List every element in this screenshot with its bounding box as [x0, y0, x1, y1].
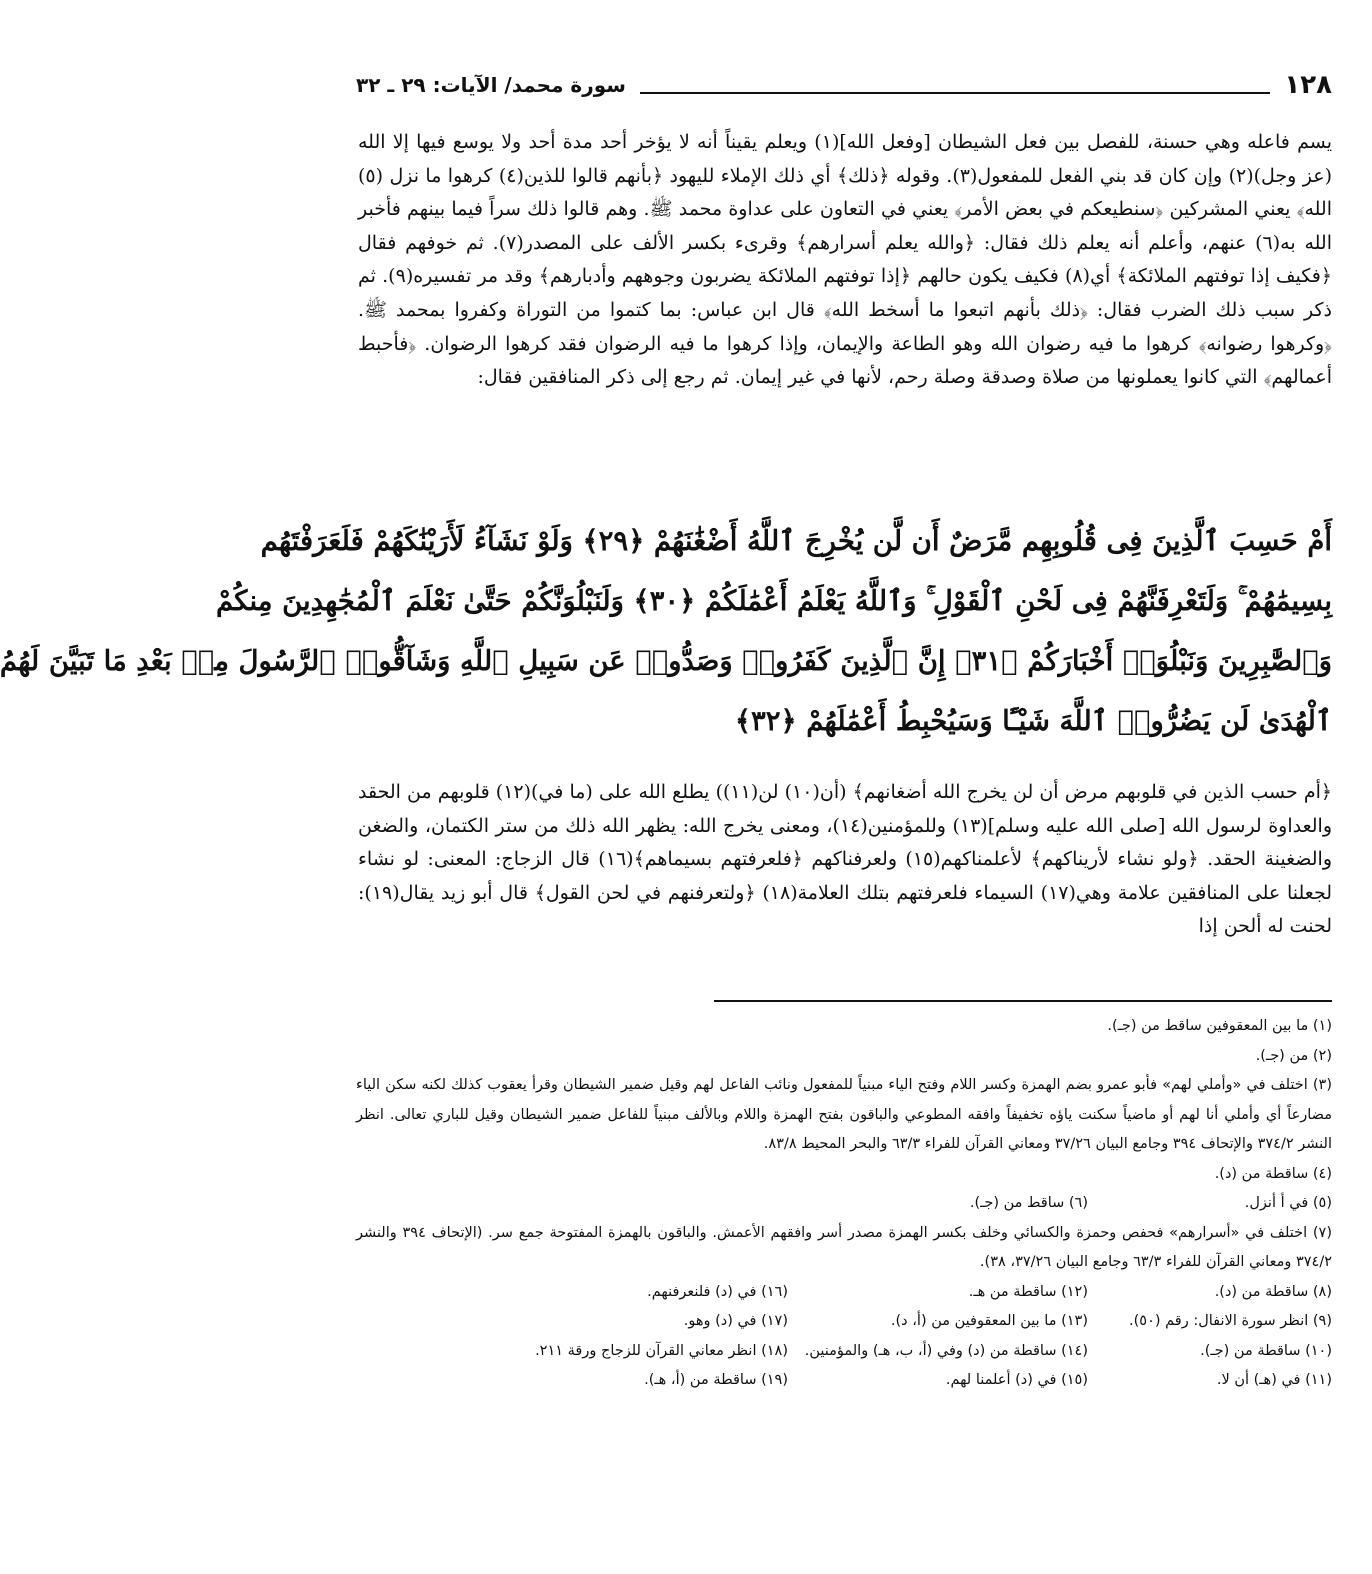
- quran-line: أَمْ حَسِبَ ٱلَّذِينَ فِى قُلُوبِهِم مَّرَضٌ أَن لَّن يُخْرِجَ ٱللَّهُ أَضْغَٰنَهُمْ ﴿٢٩﴾ وَلَوْ نَشَآءُ لَأَرَيْنَٰكَهُمْ فَلَعَرَفْتَهُم: [260, 525, 1332, 557]
- quran-verses: [0, 511, 1332, 751]
- commentary-text: [358, 126, 1332, 395]
- footnote-divider: [714, 1000, 1332, 1002]
- tafsir-paragraph: ﴿أم حسب الذين في قلوبهم مرض أن لن يخرج الله أضغانهم﴾ (أن(١٠) لن(١١)) يطلع الله على (ما في)(١٢) قلوبهم من الحقد والعداوة لرسول الله [صلى الله عليه وسلم](١٣) وللمؤمنين(١٤)، ومعنى يخرج الله: يظهر الله ذلك من ستر الكتمان، والضغن والضغينة الحقد. ﴿ولو نشاء لأريناكهم﴾ لأعلمناكهم(١٥) ولعرفناكهم ﴿فلعرفتهم بسيماهم﴾(١٦) قال الزجاج: المعنى: لو نشاء لجعلنا على المنافقين علامة وهي(١٧) السيماء فلعرفتهم بتلك العلامة(١٨) ﴿ولتعرفنهم في لحن القول﴾ قال أبو زيد يقال(١٩): لحنت له ألحن إذا: [358, 781, 1333, 938]
- running-title: سورة محمد/ الآيات: ٢٩ ـ ٣٢: [356, 73, 626, 97]
- header-rule: [640, 92, 1270, 94]
- footnote: (٢) من (جـ).: [1255, 1047, 1332, 1064]
- footnote-row: [356, 1189, 1332, 1219]
- tafsir-text: [358, 776, 1332, 944]
- running-header: [356, 68, 1332, 102]
- footnote-row: [356, 1337, 1332, 1367]
- footnote: (٨) ساقطة من (د).: [1214, 1283, 1332, 1300]
- footnote: (١٨) انظر معاني القرآن للزجاج ورقة ٢١١.: [535, 1342, 788, 1359]
- footnote-row: [356, 1307, 1332, 1337]
- commentary-paragraph: يسم فاعله وهي حسنة، للفصل بين فعل الشيطان [وفعل الله](١) ويعلم يقيناً أنه لا يؤخر أحد مدة أحد ولا يوسع فيها إلا الله (عز وجل)(٢) وإن كان قد بني الفعل للمفعول(٣). وقوله ﴿ذلك﴾ أي ذلك الإملاء لليهود ﴿بأنهم قالوا للذين(٤) كرهوا ما نزل (٥) الله﴾ يعني المشركين ﴿سنطيعكم في بعض الأمر﴾ يعني في التعاون على عداوة محمد ﷺ. وهم قالوا ذلك سراً فيما بينهم فأخبر الله به(٦) عنهم، وأعلم أنه يعلم ذلك فقال: ﴿والله يعلم أسرارهم﴾ وقرىء بكسر الألف على المصدر(٧). ثم خوفهم فقال ﴿فكيف إذا توفتهم الملائكة﴾ أي(٨) فكيف يكون حالهم ﴿إذا توفتهم الملائكة يضربون وجوههم وأدبارهم﴾ وقد مر تفسيره(٩). ثم ذكر سبب ذلك الضرب فقال: ﴿ذلك بأنهم اتبعوا ما أسخط الله﴾ قال ابن عباس: بما كتموا من التوراة وكفروا بمحمد ﷺ. ﴿وكرهوا رضوانه﴾ كرهوا ما فيه رضوان الله وهو الطاعة والإيمان، وإذا كرهوا ما فيه الرضوان فقد كرهوا الرضوان. ﴿فأحبط أعمالهم﴾ التي كانوا يعملونها من صلاة وصدقة وصلة رحم، لأنها في غير إيمان. ثم رجع إلى ذكر المنافقين فقال:: [358, 131, 1332, 389]
- footnote: (٧) اختلف في «أسرارهم» فحفص وحمزة والكسائي وخلف بكسر الهمزة مصدر أسر وافقهم الأعمش. والباقون بالهمزة المفتوحة جمع سر. (الإتحاف ٣٩٤ والنشر ٣٧٤/٢ ومعاني القرآن للفراء ٦٣/٣ وجامع البيان ٣٧/٢٦، ٣٨).: [356, 1224, 1332, 1270]
- footnote: (١) ما بين المعقوفين ساقط من (جـ).: [1107, 1018, 1332, 1034]
- footnote: (١٠) ساقطة من (جـ).: [1200, 1342, 1332, 1359]
- page-number: ١٢٨: [1284, 70, 1332, 100]
- footnote: (٣) اختلف في «وأملي لهم» فأبو عمرو بضم الهمزة وكسر اللام وفتح الياء مبنياً للمفعول ونائب الفاعل لهم وقيل ضمير الشيطان وقرأ يعقوب كذلك لكنه سكن الياء مضارعاً أي وأملي أنا لهم أو ماضياً سكنت ياؤه تخفيفاً وافقه المطوعي والباقون بفتح الهمزة واللام وبالألف مبنياً للفاعل ضمير الشيطان وقيل للباري تعالى. انظر النشر ٣٧٤/٢ والإتحاف ٣٩٤ وجامع البيان ٣٧/٢٦ ومعاني القرآن للفراء ٦٣/٣ والبحر المحيط ٨٣/٨.: [356, 1077, 1332, 1152]
- footnote: (٩) انظر سورة الانفال: رقم (٥٠).: [1129, 1313, 1332, 1329]
- footnote-spacer: [356, 1189, 788, 1219]
- footnote: (٦) ساقط من (جـ).: [969, 1195, 1088, 1211]
- footnote: (١٣) ما بين المعقوفين من (أ، د).: [890, 1313, 1088, 1329]
- footnote-row: [356, 1366, 1332, 1396]
- footnote: (٤) ساقطة من (د).: [1214, 1165, 1332, 1182]
- footnote: (١٩) ساقطة من (أ، هـ).: [644, 1372, 788, 1388]
- quran-line: بِسِيمَٰهُمْ ۚ وَلَتَعْرِفَنَّهُمْ فِى لَحْنِ ٱلْقَوْلِ ۚ وَٱللَّهُ يَعْلَمُ أَعْمَٰلَكُمْ ﴿٣٠﴾ وَلَنَبْلُوَنَّكُمْ حَتَّىٰ نَعْلَمَ ٱلْمُجَٰهِدِينَ مِنكُمْ: [216, 585, 1332, 617]
- quran-line: ٱلْهُدَىٰ لَن يَضُرُّوا۟ ٱللَّهَ شَيْـًٔا وَسَيُحْبِطُ أَعْمَٰلَهُمْ ﴿٣٢﴾: [734, 705, 1332, 737]
- footnote: (٥) في أ أنزل.: [1244, 1195, 1332, 1211]
- footnote: (١٢) ساقطة من هـ.: [968, 1283, 1088, 1300]
- footnote: (١٤) ساقطة من (د) وفي (أ، ب، هـ) والمؤمنين.: [804, 1342, 1088, 1359]
- quran-line: وَٱلصَّٰبِرِينَ وَنَبْلُوَا۟ أَخْبَارَكُمْ ﴿٣١﴾ إِنَّ ٱلَّذِينَ كَفَرُوا۟ وَصَدُّوا۟ عَن سَبِيلِ ٱللَّهِ وَشَآقُّوا۟ ٱلرَّسُولَ مِنۢ بَعْدِ مَا تَبَيَّنَ لَهُمُ: [0, 645, 1332, 677]
- footnotes: [356, 1012, 1332, 1396]
- footnote: (١٥) في (د) أعلمنا لهم.: [945, 1372, 1088, 1388]
- footnote: (١٧) في (د) وهو.: [683, 1313, 788, 1329]
- footnote: (١١) في (هـ) أن لا.: [1216, 1372, 1332, 1388]
- footnote-row: [356, 1278, 1332, 1308]
- footnote: (١٦) في (د) فلنعرفنهم.: [647, 1283, 788, 1300]
